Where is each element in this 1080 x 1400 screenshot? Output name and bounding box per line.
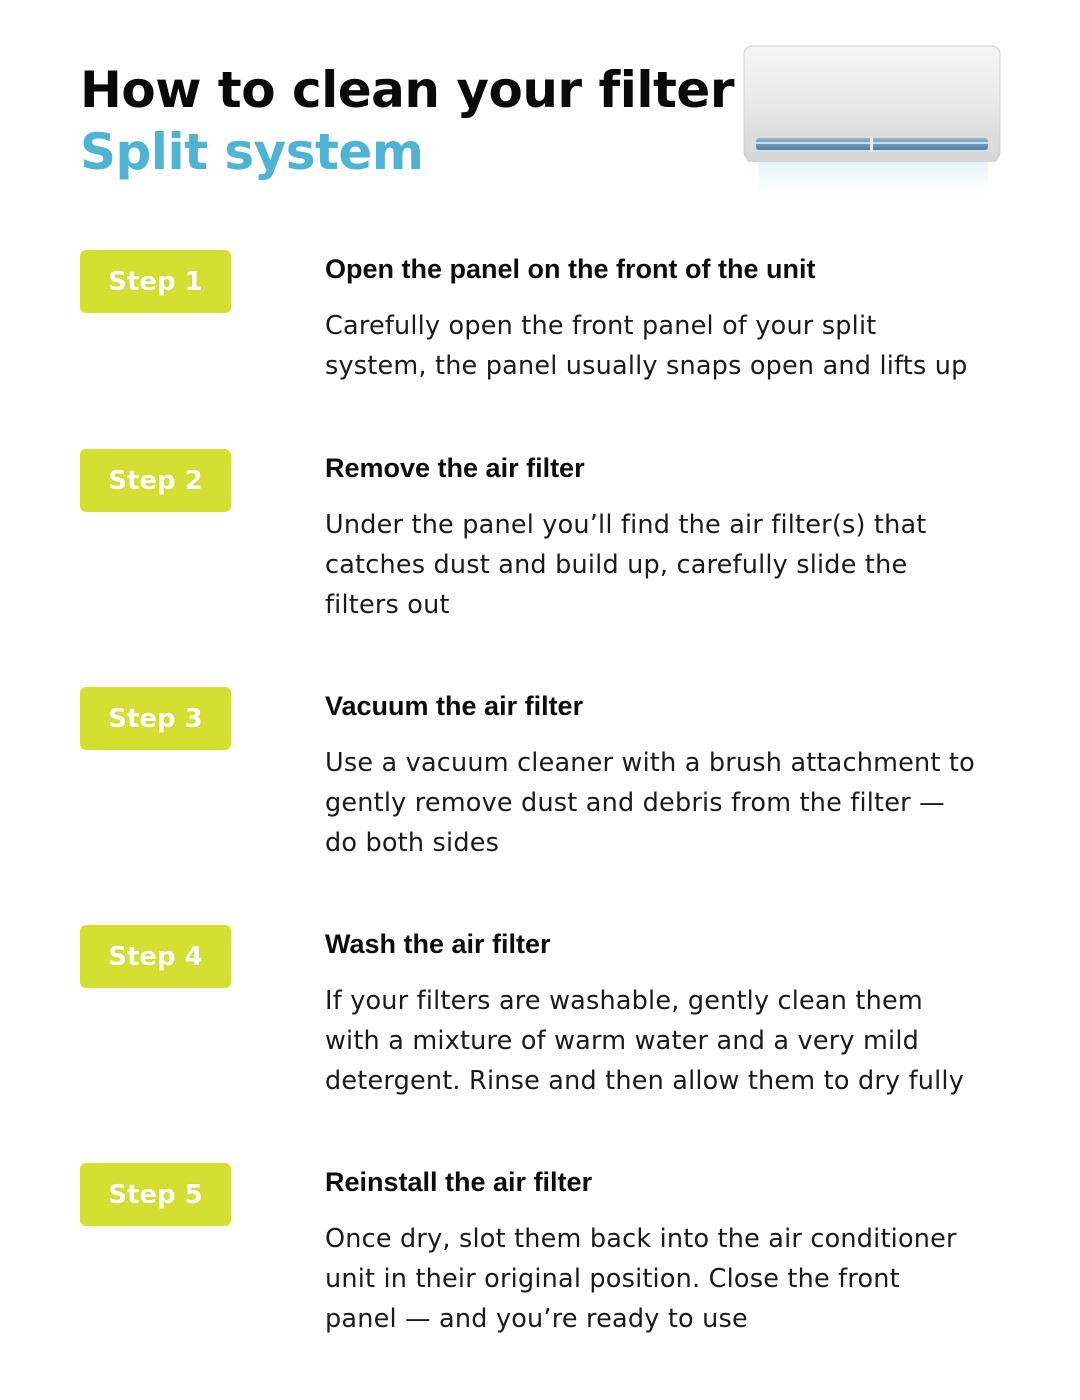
page-title: How to clean your filter: [80, 61, 734, 119]
step-description: [325, 306, 1015, 386]
step-description-line: do both sides: [325, 828, 500, 858]
step-description-line: Carefully open the front panel of your split: [325, 311, 877, 341]
step-description-line: panel — and you’re ready to use: [325, 1304, 748, 1334]
step-description-line: Once dry, slot them back into the air conditioner: [325, 1224, 957, 1254]
step-description-line: filters out: [325, 590, 450, 620]
step-badge: Step 4: [80, 925, 231, 988]
step-description: [325, 505, 1015, 625]
step-heading: Open the panel on the front of the unit: [325, 254, 816, 284]
step-description: [325, 981, 1015, 1101]
air-conditioner-icon: [740, 40, 1005, 200]
step-description-line: catches dust and build up, carefully slide the: [325, 550, 908, 580]
step-heading: Wash the air filter: [325, 929, 551, 959]
step-description-line: Use a vacuum cleaner with a brush attachment to: [325, 748, 975, 778]
step-badge: Step 1: [80, 250, 231, 313]
step-description: [325, 1219, 1015, 1339]
step-heading: Vacuum the air filter: [325, 691, 584, 721]
step-badge: Step 3: [80, 687, 231, 750]
step-description: [325, 743, 1015, 863]
step-description-line: gently remove dust and debris from the filter —: [325, 788, 945, 818]
step-heading: Reinstall the air filter: [325, 1167, 593, 1197]
step-description-line: If your filters are washable, gently clean them: [325, 986, 923, 1016]
step-description-line: Under the panel you’ll find the air filter(s) that: [325, 510, 927, 540]
page-subtitle: Split system: [80, 123, 424, 181]
step-description-line: unit in their original position. Close the front: [325, 1264, 900, 1294]
step-badge: Step 5: [80, 1163, 231, 1226]
step-description-line: with a mixture of warm water and a very mild: [325, 1026, 920, 1056]
step-description-line: detergent. Rinse and then allow them to dry fully: [325, 1066, 965, 1096]
step-heading: Remove the air filter: [325, 453, 585, 483]
title-block: [80, 58, 734, 182]
step-description-line: system, the panel usually snaps open and lifts up: [325, 351, 968, 381]
step-badge: Step 2: [80, 449, 231, 512]
